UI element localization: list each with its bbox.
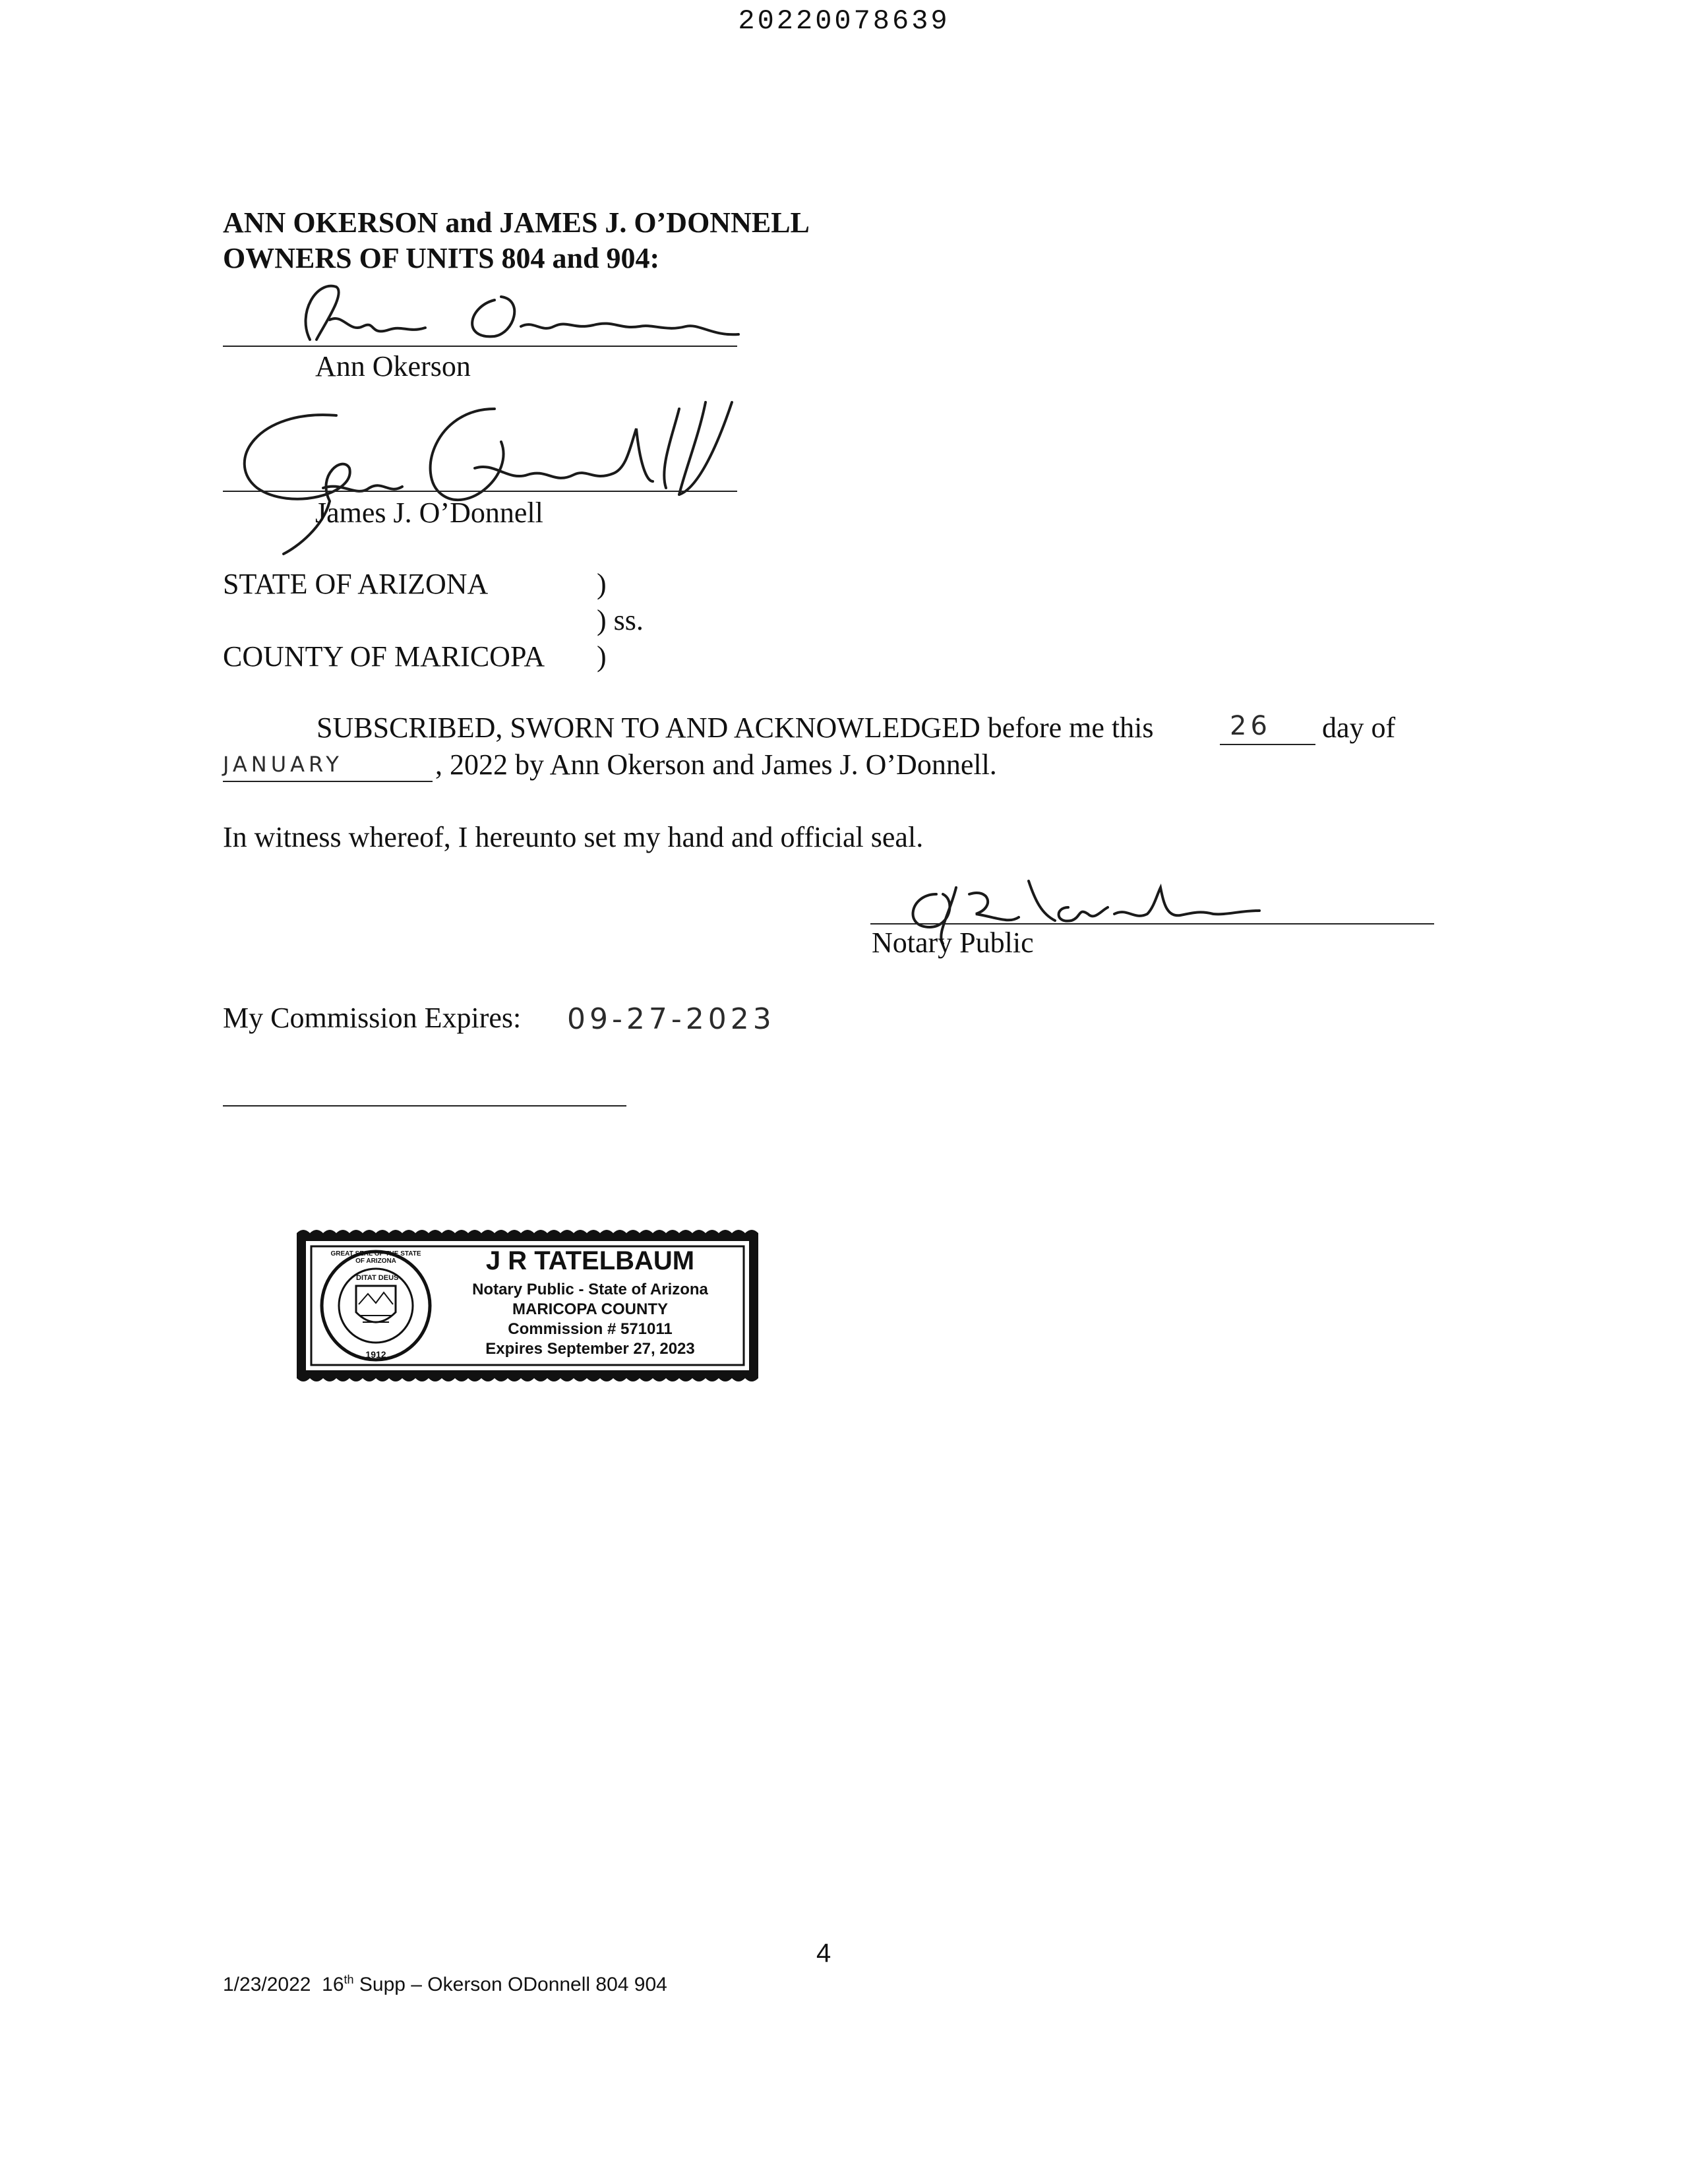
signature-line-1 [223, 346, 737, 347]
heading-line-2: OWNERS OF UNITS 804 and 904: [223, 242, 660, 274]
footer-ordinal-num: 16 [322, 1974, 344, 1995]
acknowledgment-month: JANUARY [223, 752, 343, 777]
stamp-line-4: Expires September 27, 2023 [485, 1340, 695, 1358]
seal-year: 1912 [365, 1349, 386, 1360]
notary-stamp [290, 1227, 765, 1385]
stamp-line-1: Notary Public - State of Arizona [472, 1281, 708, 1298]
document-number: 20220078639 [738, 5, 950, 37]
signatory-name-ann: Ann Okerson [315, 350, 471, 382]
blank-line [223, 1105, 626, 1107]
witness-statement: In witness whereof, I hereunto set my hand and official seal. [223, 821, 924, 853]
venue-county: COUNTY OF MARICOPA [223, 640, 545, 673]
signatory-name-james: James J. O’Donnell [315, 497, 543, 529]
month-blank-line [223, 781, 433, 782]
seal-motto: DITAT DEUS [356, 1274, 399, 1282]
footer-ordinal-suffix: th [344, 1973, 354, 1986]
page-number: 4 [816, 1939, 831, 1968]
acknowledgment-day-of: day of [1322, 712, 1396, 744]
signature-james-odonnell [218, 389, 745, 561]
seal-ring-text: GREAT SEAL OF THE STATE OF ARIZONA [330, 1250, 421, 1265]
acknowledgment-day: 26 [1230, 711, 1271, 741]
footer [223, 1973, 667, 1996]
heading-line-1: ANN OKERSON and JAMES J. O’DONNELL [223, 206, 810, 239]
footer-date: 1/23/2022 [223, 1974, 311, 1995]
venue-state: STATE OF ARIZONA [223, 568, 489, 600]
stamp-notary-name: J R TATELBAUM [485, 1246, 695, 1275]
day-blank-line [1220, 744, 1315, 745]
commission-expiry-date: 09-27-2023 [567, 1002, 775, 1036]
stamp-line-3: Commission # 571011 [508, 1320, 673, 1338]
notary-public-label: Notary Public [872, 926, 1034, 959]
venue-paren-1: ) [597, 568, 607, 600]
venue-ss: ) ss. [597, 604, 644, 636]
commission-label: My Commission Expires: [223, 1002, 522, 1034]
notary-signature-line [870, 923, 1434, 925]
venue-paren-2: ) [597, 640, 607, 673]
signature-ann-okerson [284, 274, 745, 349]
stamp-line-2: MARICOPA COUNTY [512, 1300, 668, 1318]
acknowledgment-line-2: , 2022 by Ann Okerson and James J. O’Donnell. [435, 748, 997, 781]
acknowledgment-text: SUBSCRIBED, SWORN TO AND ACKNOWLEDGED before me this [316, 712, 1154, 744]
footer-description: Supp – Okerson ODonnell 804 904 [359, 1974, 667, 1995]
signature-line-2 [223, 491, 737, 492]
